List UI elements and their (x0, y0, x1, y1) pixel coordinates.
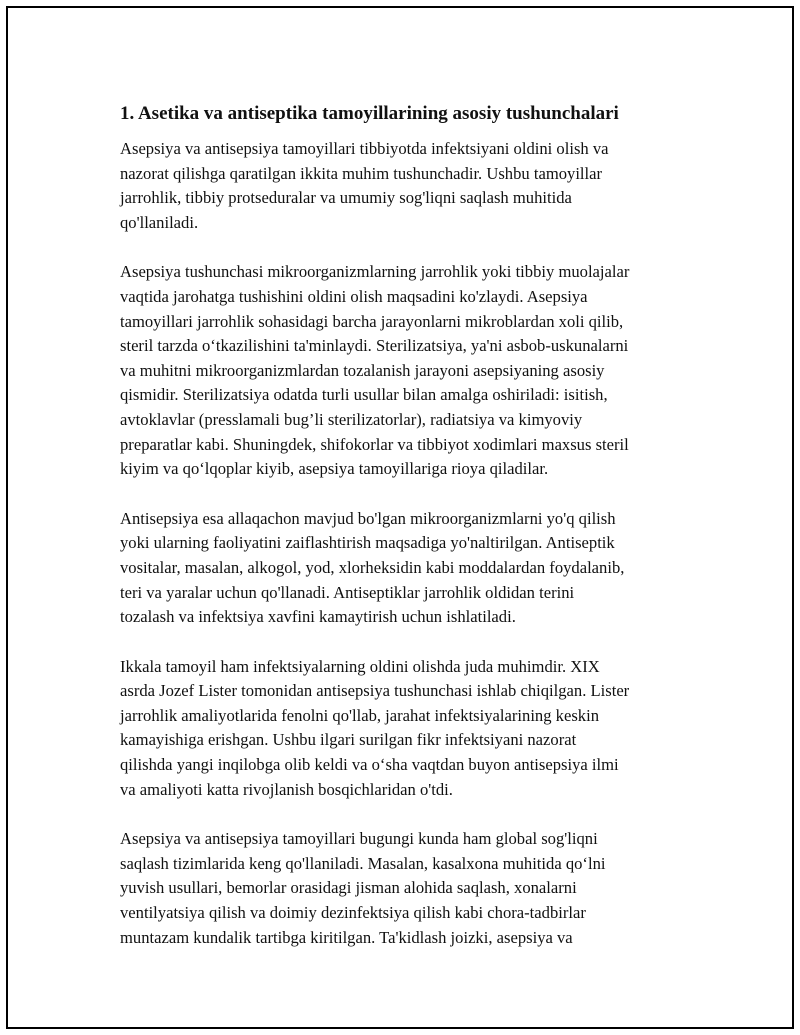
text-line: Asepsiya tushunchasi mikroorganizmlarning jarrohlik yoki tibbiy muolajalar (120, 262, 630, 282)
text-line: yoki ularning faoliyatini zaiflashtirish maqsadiga yo'naltirilgan. Antiseptik (120, 533, 615, 553)
text-line: kiyim va qo‘lqoplar kiyib, asepsiya tamoyillariga rioya qiladilar. (120, 459, 549, 479)
text-line: tamoyillari jarrohlik sohasidagi barcha jarayonlarni mikroblardan xoli qilib, (120, 311, 624, 331)
text-line: va muhitni mikroorganizmlardan tozalanish jarayoni asepsiyaning asosiy (120, 360, 605, 380)
text-line: jarrohlik amaliyotlarida fenolni qo'llab, jarahat infektsiyalarining keskin (120, 705, 599, 725)
text-line: Ikkala tamoyil ham infektsiyalarning oldini olishda juda muhimdir. XIX (120, 656, 600, 676)
text-line: avtoklavlar (presslamali bug’li sterilizatorlar), radiatsiya va kimyoviy (120, 409, 583, 429)
text-line: tozalash va infektsiya xavfini kamaytirish uchun ishlatiladi. (120, 607, 516, 627)
text-line: ventilyatsiya qilish va doimiy dezinfektsiya qilish kabi chora-tadbirlar (120, 903, 586, 923)
text-line: yuvish usullari, bemorlar orasidagi jisman alohida saqlash, xonalarni (120, 878, 577, 898)
paragraph-asepsis (120, 260, 700, 481)
text-line: asrda Jozef Lister tomonidan antisepsiya tushunchasi ishlab chiqilgan. Lister (120, 681, 630, 701)
text-line: kamayishiga erishgan. Ushbu ilgari surilgan fikr infektsiyani nazorat (120, 730, 577, 750)
text-line: vaqtida jarohatga tushishini oldini olish maqsadini ko'zlaydi. Asepsiya (120, 286, 588, 306)
paragraph-history (120, 655, 700, 803)
text-line: Antisepsiya esa allaqachon mavjud bo'lgan mikroorganizmlarni yo'q qilish (120, 508, 616, 528)
text-line: nazorat qilishga qaratilgan ikkita muhim tushunchadir. Ushbu tamoyillar (120, 163, 603, 183)
text-line: steril tarzda o‘tkazilishini ta'minlaydi. Sterilizatsiya, ya'ni asbob-uskunalarni (120, 336, 629, 356)
text-line: qismidir. Sterilizatsiya odatda turli usullar bilan amalga oshiriladi: isitish, (120, 385, 608, 405)
text-line: jarrohlik, tibbiy protseduralar va umumiy sog'liqni saqlash muhitida (120, 188, 572, 208)
document-body (120, 101, 700, 975)
paragraph-modern-practice (120, 827, 700, 950)
text-line: Asepsiya va antisepsiya tamoyillari tibbiyotda infektsiyani oldini olish va (120, 139, 609, 158)
paragraph-intro (120, 137, 700, 235)
paragraph-antisepsis (120, 507, 700, 630)
text-line: vositalar, masalan, alkogol, yod, xlorheksidin kabi moddalardan foydalanib, (120, 557, 625, 577)
text-line: va amaliyoti katta rivojlanish bosqichlaridan o'tdi. (120, 779, 453, 799)
document-page (6, 6, 794, 1029)
text-line: qo'llaniladi. (120, 212, 199, 232)
text-line: qilishda yangi inqilobga olib keldi va o‘sha vaqtdan buyon antisepsiya ilmi (120, 755, 619, 775)
text-line: muntazam kundalik tartibga kiritilgan. Ta'kidlash joizki, asepsiya va (120, 927, 573, 947)
text-line: teri va yaralar uchun qo'llanadi. Antiseptiklar jarrohlik oldidan terini (120, 582, 575, 602)
text-line: saqlash tizimlarida keng qo'llaniladi. Masalan, kasalxona muhitida qo‘lni (120, 853, 606, 873)
text-line: preparatlar kabi. Shuningdek, shifokorlar va tibbiyot xodimlari maxsus steril (120, 434, 629, 454)
text-line: Asepsiya va antisepsiya tamoyillari bugungi kunda ham global sog'liqni (120, 829, 598, 849)
section-heading: 1. Asetika va antiseptika tamoyillarining asosiy tushunchalari (120, 103, 619, 124)
